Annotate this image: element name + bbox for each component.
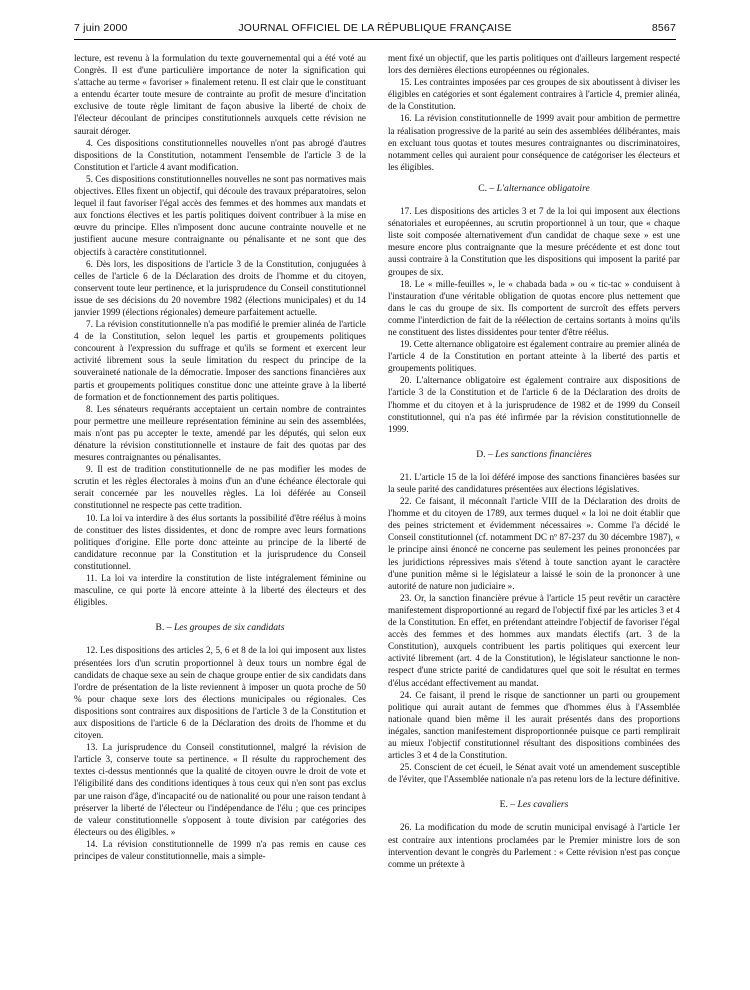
paragraph: 9. Il est de tradition constitutionnelle de ne pas modifier les modes de scrutin et les règles électorales à moins d'un an d'une échéance électorale qui serait concernée par les nouvelles règles. La loi déférée au Conseil constitutionnel ne respecte pas cette tradition. — [74, 464, 366, 511]
paragraph: 14. La révision constitutionnelle de 1999 n'a pas remis en cause ces principes de valeur constitutionnelle, mais a simple- — [74, 838, 366, 861]
paragraph: 5. Ces dispositions constitutionnelles nouvelles ne sont pas normatives mais objectives. Elles fixent un objectif, qui découle des travaux préparatoires, selon lequel il faut favoriser l'égal accès des femmes et des hommes aux mandats et aux fonctions électives et les partis politiques doivent contribuer à la mise en œuvre du principe. Elles n'imposent donc aucune contrainte nouvelle et ne justifient aucune mesure contraignante ou pénalisante et ne sont que des objectifs à caractère constitutionnel. — [74, 173, 366, 257]
paragraph: 12. Les dispositions des articles 2, 5, 6 et 8 de la loi qui imposent aux listes présentées lors d'un scrutin proportionnel à deux tours un nombre égal de candidats de chaque sexe au sein de chaque groupe entier de six candidats dans l'ordre de présentation de la liste reviennent à imposer un quota proche de 50 % pour chaque sexe lors des élections municipales ou régionales. Ces dispositions sont contraires aux dispositions de l'article 3 de la Constitution et aux dispositions de l'article 6 de la Déclaration des droits de l'homme et du citoyen. — [74, 645, 366, 741]
paragraph: 16. La révision constitutionnelle de 1999 avait pour ambition de permettre la réalisation progressive de la parité au sein des assemblées délibérantes, mais en excluant tous quotas et toutes mesures contraignantes ou discriminatoires, notamment celles qui auraient pour conséquence de catégoriser les électeurs et les éligibles. — [388, 113, 680, 172]
paragraph: 18. Le « mille-feuilles », le « chabada bada » ou « tic-tac » conduisent à l'instauration d'une véritable obligation de quotas encore plus nettement que dans le cas du groupe de six. Ils comportent de surcroît des effets pervers comme l'interdiction de fait de la réélection de certains sortants à moins qu'ils ne constituent des listes dissidentes pour tenter d'être réélus. — [388, 278, 680, 337]
section-heading-label: D. – — [476, 448, 493, 460]
paragraph: 25. Conscient de cet écueil, le Sénat avait voté un amendement susceptible de l'éviter, que l'Assemblée nationale n'a pas retenu lors de la lecture définitive. — [388, 762, 680, 785]
paragraph: 10. La loi va interdire à des élus sortants la possibilité d'être réélus à moins de constituer des listes dissidentes, et donc de rompre avec leurs formations politiques d'origine. Elle porte donc atteinte au principe de la liberté de candidature reconnue par la Constitution et la jurisprudence du Conseil constitutionnel. — [74, 512, 366, 571]
section-heading-title: L'alternance obligatoire — [496, 182, 590, 194]
section-heading — [388, 183, 680, 195]
section-heading-label: B. – — [155, 622, 172, 634]
paragraph: 21. L'article 15 de la loi déféré impose des sanctions financières basées sur la seule parité des candidatures présentées aux élections législatives. — [388, 471, 680, 494]
section-heading-label: C. – — [478, 182, 495, 194]
paragraph: 22. Ce faisant, il méconnaît l'article VIII de la Déclaration des droits de l'homme et du citoyen de 1789, aux termes duquel « la loi ne doit établir que des peines strictement et évidemment nécessaires ». Comme l'a décidé le Conseil constitutionnel (cf. notamment DC nº 87-237 du 30 décembre 1987), « le principe ainsi énoncé ne concerne pas seulement les peines prononcées par les juridictions répressives mais s'étend à toute sanction ayant le caractère d'une punition même si le législateur a laissé le soin de la prononcer à une autorité de nature non judiciaire ». — [388, 496, 680, 591]
paragraph: 23. Or, la sanction financière prévue à l'article 15 peut revêtir un caractère manifestement disproportionné au regard de l'objectif fixé par les articles 3 et 4 de la Constitution. En effet, en prétendant atteindre l'objectif de favoriser l'égal accès des femmes et des hommes aux mandats électifs (art. 3 de la Constitution), auxquels contribuent les partis politiques qui exercent leur activité librement (art. 4 de la Constitution), le législateur sanctionne le non-respect d'une stricte parité de candidatures quel que soit le résultat en termes d'élus accédant effectivement au mandat. — [388, 592, 680, 688]
section-heading — [74, 622, 366, 634]
paragraph: 4. Ces dispositions constitutionnelles nouvelles n'ont pas abrogé d'autres dispositions de la Constitution, notamment l'ensemble de l'article 3 de la Constitution et l'article 4 avant modification. — [74, 137, 366, 172]
section-heading — [388, 449, 680, 461]
right-column — [388, 52, 680, 982]
paragraph: 8. Les sénateurs requérants acceptaient un certain nombre de contraintes pour permettre une meilleure représentation féminine au sein des assemblées, mais n'ont pas pu accepter le texte, amendé par les députés, qui selon eux dénature la révision constitutionnelle et instaure de fait des quotas par des mesures contraignantes ou pénalisantes. — [74, 403, 366, 463]
paragraph: 7. La révision constitutionnelle n'a pas modifié le premier alinéa de l'article 4 de la Constitution, selon lequel les partis et groupements politiques concourent à l'expression du suffrage et qu'ils se forment et exercent leur activité librement sous la seule limitation du respect du principe de la souveraineté nationale de la démocratie. Imposer des sanctions financières aux partis et groupements politiques constitue donc une atteinte grave à la liberté de formation et de fonctionnement des partis politiques. — [74, 319, 366, 402]
header-journal-title: JOURNAL OFFICIEL DE LA RÉPUBLIQUE FRANÇAISE — [238, 22, 512, 34]
paragraph: 24. Ce faisant, il prend le risque de sanctionner un parti ou groupement politique qui aurait autant de femmes que d'hommes élus à l'Assemblée nationale quand bien même il les aurait présentés dans des proportions inégales, sanction manifestement disproportionnée puisque ce parti remplirait au mieux l'objectif constitutionnel résultant des dispositions combinées des articles 3 et 4 de la Constitution. — [388, 689, 680, 761]
text-columns — [74, 52, 680, 982]
section-heading-title: Les cavaliers — [517, 799, 569, 811]
paragraph: 20. L'alternance obligatoire est également contraire aux dispositions de l'article 3 de la Constitution et de l'article 6 de la Déclaration des droits de l'homme et du citoyen et à la jurisprudence de 1982 et de 1999 du Conseil constitutionnel, qui n'a pas été infirmée par la révision constitutionnelle de 1999. — [388, 375, 680, 434]
paragraph: 17. Les dispositions des articles 3 et 7 de la loi qui imposent aux élections sénatoriales et européennes, au scrutin proportionnel à un tour, que « chaque liste soit composée alternativement d'un candidat de chaque sexe » est une mesure encore plus contraignante que la mesure précédente et est donc tout aussi contraire à la Constitution que les dispositions qui imposent la parité par groupes de six. — [388, 206, 680, 277]
paragraph: 13. La jurisprudence du Conseil constitutionnel, malgré la révision de l'article 3, conserve toute sa pertinence. « Il résulte du rapprochement des textes ci-dessus mentionnés que la qualité de citoyen ouvre le droit de vote et l'éligibilité dans des conditions identiques à tous ceux qui n'en sont pas exclus par une raison d'âge, d'incapacité ou de nationalité ou pour une raison tendant à préserver la liberté de l'électeur ou l'indépendance de l'élu ; que ces principes de valeur constitutionnelle s'opposent à toute division par catégories des électeurs ou des éligibles. » — [74, 742, 366, 837]
header-page-number: 8567 — [651, 22, 676, 34]
paragraph: 26. La modification du mode de scrutin municipal envisagé à l'article 1er est contraire aux intentions proclamées par le Premier ministre lors de son intervention devant le congrès du Parlement : « Cette révision n'est pas conçue comme un prétexte à — [388, 822, 680, 869]
paragraph: ment fixé un objectif, que les partis politiques ont d'ailleurs largement respecté lors des dernières élections européennes ou régionales. — [388, 53, 680, 76]
paragraph: 6. Dès lors, les dispositions de l'article 3 de la Constitution, conjuguées à celles de l'article 6 de la Déclaration des droits de l'homme et du citoyen, conservent toute leur pertinence, et la jurisprudence du Conseil constitutionnel issue de ses décisions du 20 novembre 1982 (élections municipales) et du 14 janvier 1999 (élections régionales) demeure parfaitement actuelle. — [74, 258, 366, 317]
paragraph: 15. Les contraintes imposées par ces groupes de six aboutissent à diviser les éligibles en catégories et sont également contraires à l'article 4, premier alinéa, de la Constitution. — [388, 77, 680, 112]
section-heading — [388, 799, 680, 811]
section-heading-title: Les groupes de six candidats — [173, 622, 285, 634]
paragraph: 19. Cette alternance obligatoire est également contraire au premier alinéa de l'article 4 de la Constitution en portant atteinte à la liberté des partis et groupements politiques. — [388, 339, 680, 374]
header-date: 7 juin 2000 — [74, 22, 128, 34]
header-rule — [74, 39, 676, 40]
paragraph: 11. La loi va interdire la constitution de liste intégralement féminine ou masculine, ce qui porte là encore atteinte à la liberté des électeurs et des éligibles. — [74, 573, 366, 608]
paragraph: lecture, est revenu à la formulation du texte gouvernemental qui a été voté au Congrès. Il est d'une particulière importance de noter la signification qui s'attache au terme « favoriser » finalement retenu. Il est clair que le constituant a entendu écarter toute mesure de contrainte au profit de mesure d'incitation exclusive de toute règle limitant de façon abusive la liberté de choix de l'électeur découlant de principes constitutionnels auxquels cette révision ne saurait déroger. — [74, 53, 366, 136]
section-heading-title: Les sanctions financières — [495, 448, 592, 460]
left-column — [74, 52, 366, 982]
section-heading-label: E. – — [499, 799, 516, 811]
running-header — [74, 20, 676, 38]
